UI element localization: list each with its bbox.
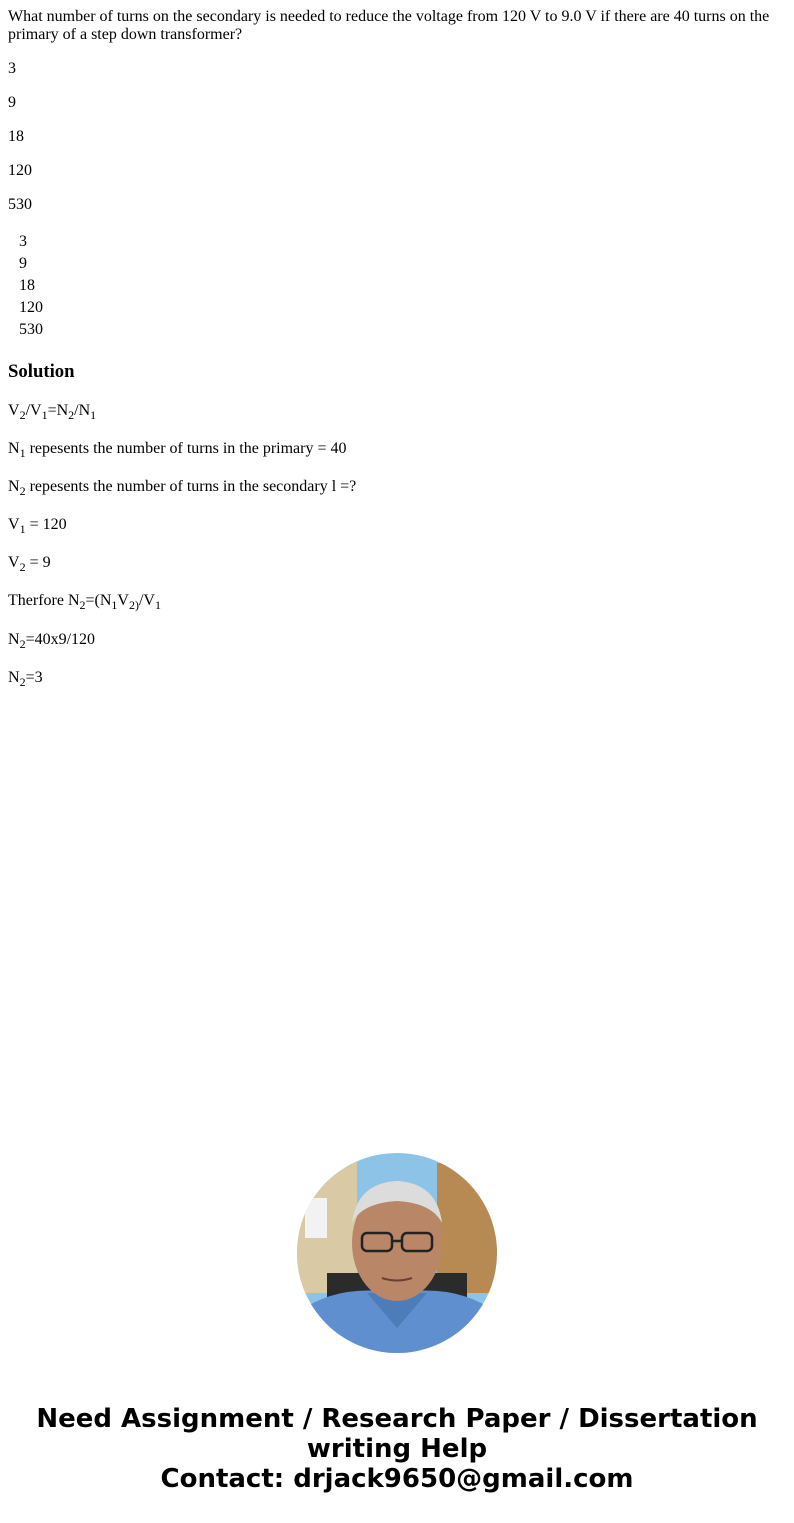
v1-line bbox=[8, 516, 67, 534]
text-run: /V bbox=[25, 402, 42, 419]
primary-turns-line bbox=[8, 440, 347, 458]
subscript: 1 bbox=[111, 598, 118, 612]
text-run: =3 bbox=[25, 669, 43, 686]
promo-line-2: writing Help bbox=[306, 1434, 488, 1464]
text-run: = 9 bbox=[25, 554, 51, 571]
therefore-line bbox=[8, 592, 161, 610]
promo-line-1: Need Assignment / Research Paper / Dissertation bbox=[36, 1404, 758, 1434]
option-5: 530 bbox=[8, 196, 32, 213]
text-run: =N bbox=[47, 402, 69, 419]
subscript: 2 bbox=[79, 598, 86, 612]
text-run: =(N bbox=[85, 592, 112, 609]
subscript: 2 bbox=[68, 408, 75, 422]
option-3: 18 bbox=[8, 128, 24, 145]
promo-banner bbox=[0, 1404, 794, 1494]
option-list-item: 530 bbox=[19, 321, 43, 338]
option-list-item: 18 bbox=[19, 277, 35, 294]
text-run: N bbox=[8, 440, 20, 457]
text-run: /N bbox=[74, 402, 91, 419]
subscript: 1 bbox=[90, 408, 97, 422]
subscript: 2) bbox=[128, 598, 139, 612]
text-run: Therfore N bbox=[8, 592, 80, 609]
text-run: N bbox=[8, 478, 20, 495]
subscript: 1 bbox=[19, 446, 26, 460]
text-run: V bbox=[117, 592, 129, 609]
option-2: 9 bbox=[8, 94, 16, 111]
text-run: V bbox=[8, 554, 20, 571]
option-list-item: 3 bbox=[19, 233, 27, 250]
text-run: repesents the number of turns in the secondary l =? bbox=[25, 478, 357, 495]
text-run: V bbox=[8, 402, 20, 419]
subscript: 2 bbox=[19, 675, 26, 689]
subscript: 1 bbox=[41, 408, 48, 422]
option-1: 3 bbox=[8, 60, 16, 77]
subscript: 2 bbox=[19, 637, 26, 651]
calculation-line bbox=[8, 631, 95, 649]
text-run: =40x9/120 bbox=[25, 631, 96, 648]
secondary-turns-line bbox=[8, 478, 356, 496]
option-list-item: 9 bbox=[19, 255, 27, 272]
subscript: 2 bbox=[19, 560, 26, 574]
text-run: repesents the number of turns in the primary = 40 bbox=[25, 440, 347, 457]
text-run: N bbox=[8, 631, 20, 648]
subscript: 1 bbox=[154, 598, 161, 612]
question-text: What number of turns on the secondary is needed to reduce the voltage from 120 V to 9.0 V if there are 40 turns on the primary of a step down transformer? bbox=[8, 8, 770, 43]
promo-contact: Contact: drjack9650@gmail.com bbox=[160, 1464, 634, 1494]
text-run: N bbox=[8, 669, 20, 686]
text-run: /V bbox=[138, 592, 155, 609]
subscript: 2 bbox=[19, 408, 26, 422]
portrait-image bbox=[297, 1153, 497, 1353]
solution-heading: Solution bbox=[8, 361, 75, 382]
option-4: 120 bbox=[8, 162, 32, 179]
author-avatar bbox=[297, 1153, 497, 1353]
equation-ratio bbox=[8, 402, 96, 420]
answer-line bbox=[8, 669, 43, 687]
subscript: 2 bbox=[19, 484, 26, 498]
subscript: 1 bbox=[19, 522, 26, 536]
text-run: V bbox=[8, 516, 20, 533]
text-run: = 120 bbox=[25, 516, 67, 533]
v2-line bbox=[8, 554, 51, 572]
option-list-item: 120 bbox=[19, 299, 43, 316]
